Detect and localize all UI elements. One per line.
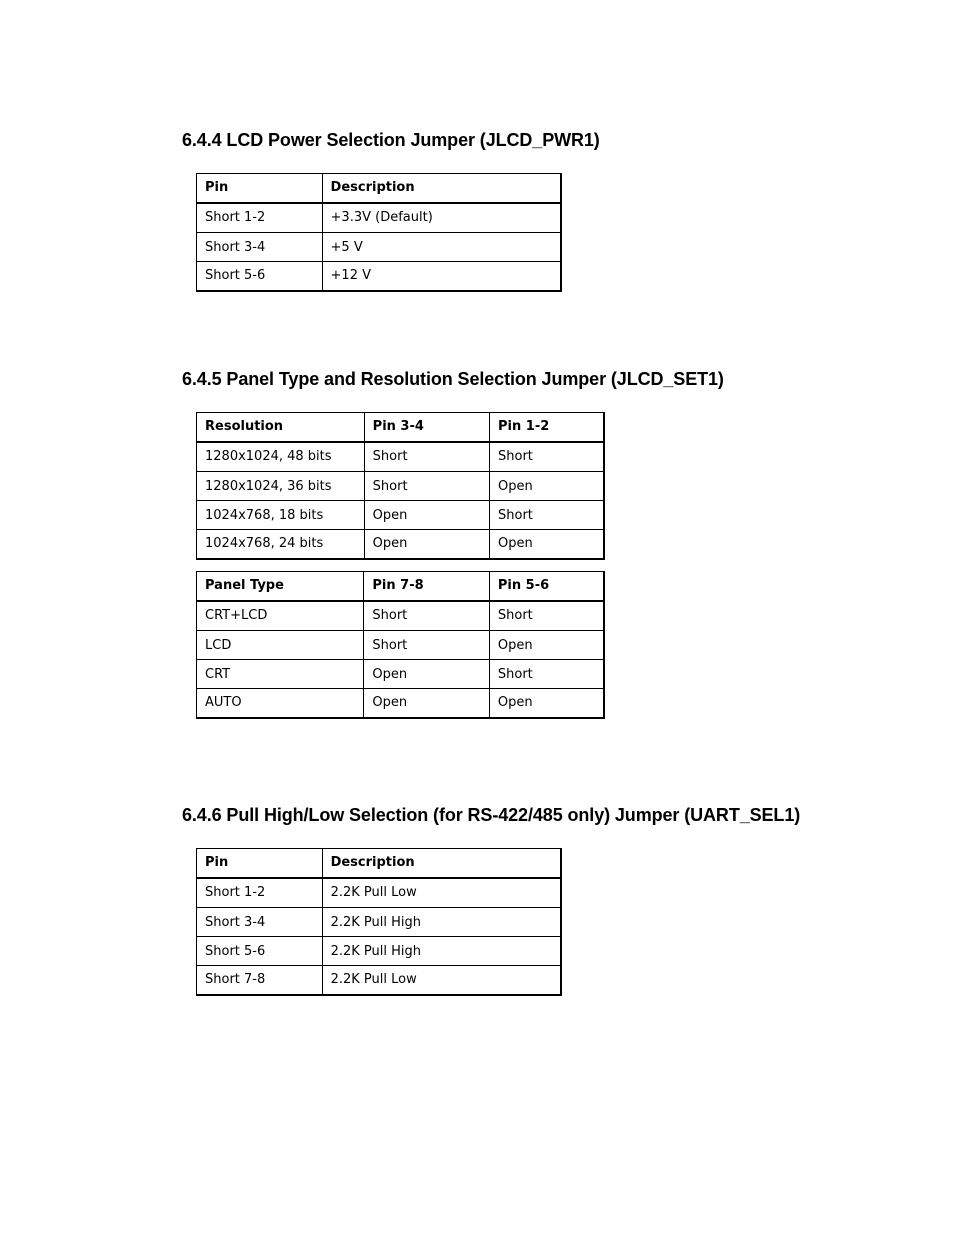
table-row xyxy=(197,203,562,233)
table-row xyxy=(197,233,562,262)
table-row xyxy=(197,530,605,559)
table-cell: Short 1-2 xyxy=(197,203,323,233)
table-row xyxy=(197,878,562,908)
table-cell: Open xyxy=(490,472,604,501)
table-cell: Short 7-8 xyxy=(197,966,323,995)
header-cell: Description xyxy=(322,849,561,878)
table-cell: AUTO xyxy=(197,689,364,718)
table-cell: 2.2K Pull Low xyxy=(322,966,561,995)
table-cell: Short 3-4 xyxy=(197,908,323,937)
table-cell: Short xyxy=(364,601,490,631)
table-cell: Short 5-6 xyxy=(197,937,323,966)
lcd-power-table xyxy=(196,173,562,292)
table-header-row xyxy=(197,572,605,601)
table-cell: +12 V xyxy=(322,262,561,291)
table-row xyxy=(197,472,605,501)
header-cell: Pin 7-8 xyxy=(364,572,490,601)
table-cell: CRT+LCD xyxy=(197,601,364,631)
table-cell: Open xyxy=(489,689,604,718)
table-row xyxy=(197,660,605,689)
table-row xyxy=(197,908,562,937)
table-header-row xyxy=(197,849,562,878)
header-cell: Pin xyxy=(197,174,323,203)
table-header-row xyxy=(197,413,605,442)
table-header-row xyxy=(197,174,562,203)
table-cell: Short xyxy=(490,501,604,530)
header-cell: Pin 1-2 xyxy=(490,413,604,442)
panel-type-table xyxy=(196,571,605,719)
table-cell: Short xyxy=(364,442,489,472)
uart-sel-table xyxy=(196,848,562,996)
table-row xyxy=(197,689,605,718)
table-cell: +3.3V (Default) xyxy=(322,203,561,233)
table-row xyxy=(197,937,562,966)
table-cell: +5 V xyxy=(322,233,561,262)
table-row xyxy=(197,501,605,530)
table-row xyxy=(197,601,605,631)
table-cell: Short xyxy=(489,660,604,689)
table-cell: 1024x768, 24 bits xyxy=(197,530,365,559)
table-cell: LCD xyxy=(197,631,364,660)
table-cell: 2.2K Pull High xyxy=(322,937,561,966)
table-cell: Short 5-6 xyxy=(197,262,323,291)
table-cell: 2.2K Pull Low xyxy=(322,878,561,908)
table-cell: Open xyxy=(364,530,489,559)
section-title-panel-type: 6.4.5 Panel Type and Resolution Selection Jumper (JLCD_SET1) xyxy=(182,369,724,389)
table-cell: Open xyxy=(364,660,490,689)
table-cell: Short xyxy=(489,601,604,631)
section-title-lcd-power: 6.4.4 LCD Power Selection Jumper (JLCD_PWR1) xyxy=(182,130,600,150)
table-cell: Open xyxy=(490,530,604,559)
table-cell: Short 1-2 xyxy=(197,878,323,908)
table-cell: 1280x1024, 36 bits xyxy=(197,472,365,501)
table-cell: Short 3-4 xyxy=(197,233,323,262)
table-row xyxy=(197,966,562,995)
table-cell: Short xyxy=(364,472,489,501)
table-row xyxy=(197,262,562,291)
table-cell: Open xyxy=(489,631,604,660)
header-cell: Pin 3-4 xyxy=(364,413,489,442)
header-cell: Panel Type xyxy=(197,572,364,601)
table-cell: 2.2K Pull High xyxy=(322,908,561,937)
resolution-table xyxy=(196,412,605,560)
header-cell: Pin 5-6 xyxy=(489,572,604,601)
table-cell: Open xyxy=(364,501,489,530)
table-row xyxy=(197,631,605,660)
table-cell: 1280x1024, 48 bits xyxy=(197,442,365,472)
header-cell: Description xyxy=(322,174,561,203)
table-cell: Short xyxy=(364,631,490,660)
header-cell: Resolution xyxy=(197,413,365,442)
header-cell: Pin xyxy=(197,849,323,878)
table-cell: Open xyxy=(364,689,490,718)
table-row xyxy=(197,442,605,472)
table-cell: 1024x768, 18 bits xyxy=(197,501,365,530)
section-title-uart-sel: 6.4.6 Pull High/Low Selection (for RS-422/485 only) Jumper (UART_SEL1) xyxy=(182,805,801,825)
table-cell: CRT xyxy=(197,660,364,689)
table-cell: Short xyxy=(490,442,604,472)
